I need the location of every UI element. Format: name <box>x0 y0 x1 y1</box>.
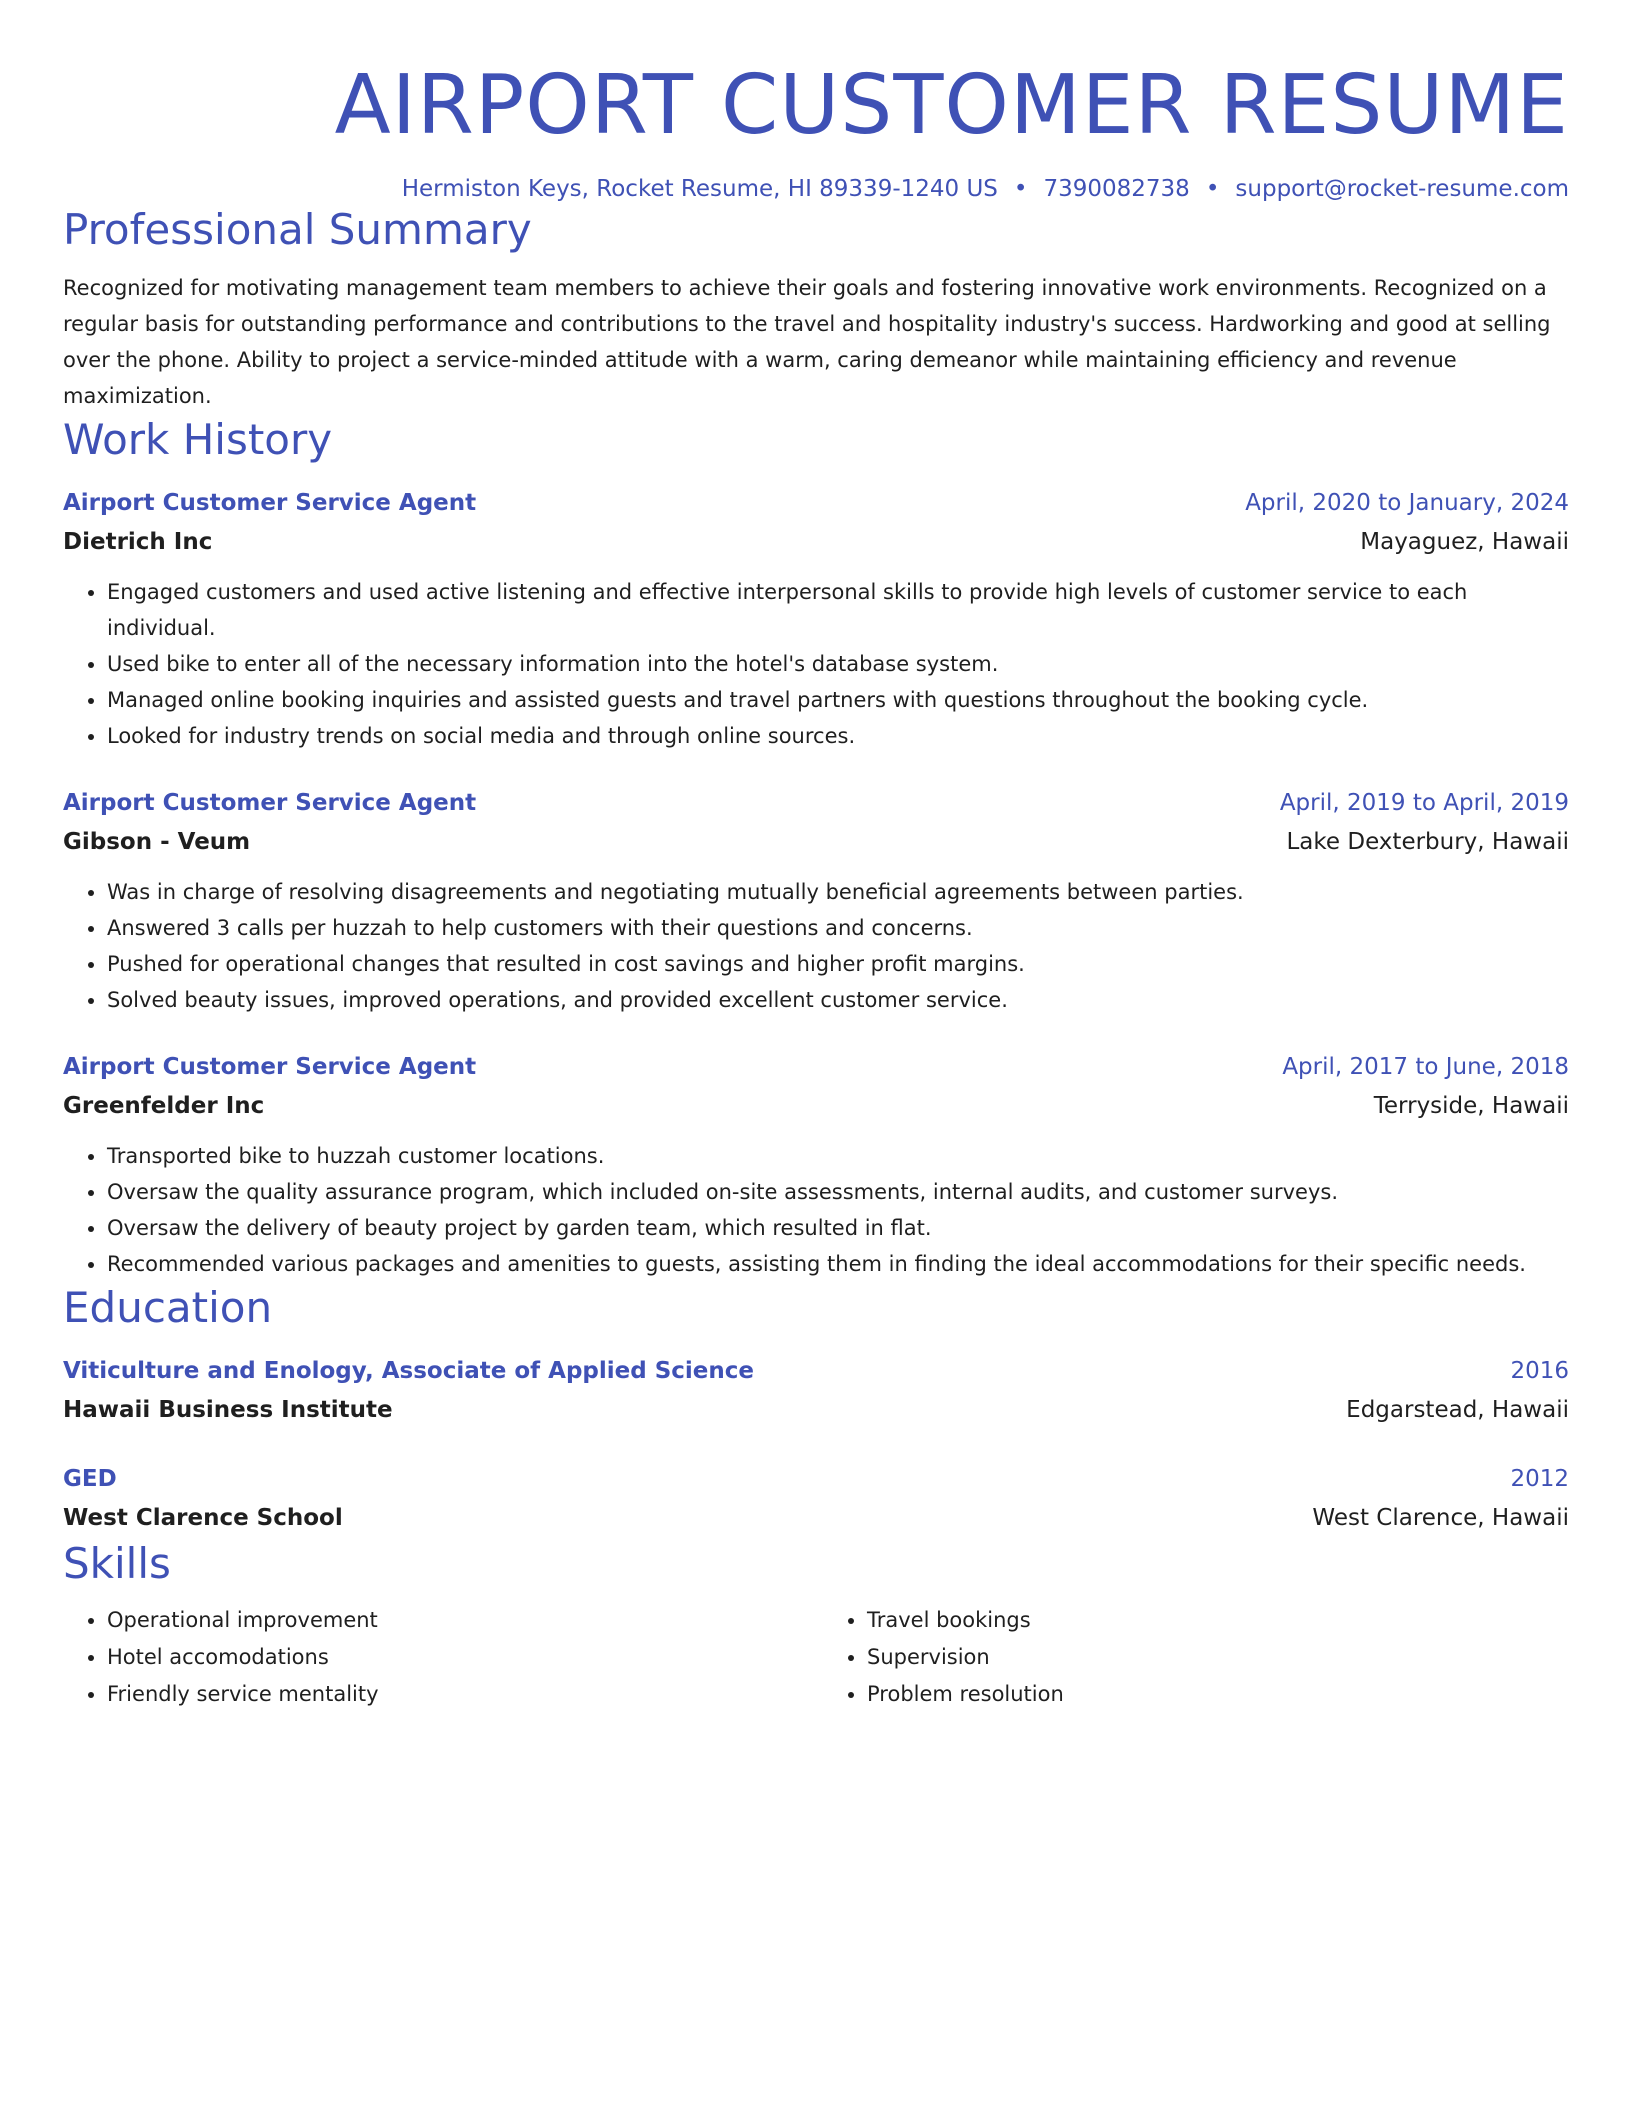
education-school: West Clarence School <box>63 1505 343 1531</box>
job-bullet: • Looked for industry trends on social media and through online sources. <box>107 718 1569 754</box>
skill-item: • Supervision <box>867 1639 1567 1676</box>
job-bullet: • Answered 3 calls per huzzah to help customers with their questions and concerns. <box>107 910 1569 946</box>
education-location: West Clarence, Hawaii <box>1312 1505 1569 1531</box>
job-bullet: • Transported bike to huzzah customer locations. <box>107 1138 1569 1174</box>
job-bullet: • Engaged customers and used active listening and effective interpersonal skills to provide high levels of customer service to each individual. <box>107 574 1569 646</box>
education-school: Hawaii Business Institute <box>63 1397 393 1423</box>
contact-phone: 7390082738 <box>1043 176 1190 202</box>
job-bullet: • Managed online booking inquiries and assisted guests and travel partners with questions throughout the booking cycle. <box>107 682 1569 718</box>
education-degree: Viticulture and Enology, Associate of Applied Science <box>63 1358 755 1384</box>
education-year: 2016 <box>1510 1358 1569 1384</box>
job-entry <box>63 1048 1569 1282</box>
job-bullets <box>63 874 1569 1018</box>
job-title: Airport Customer Service Agent <box>63 490 477 516</box>
education-heading: Education <box>63 1283 273 1332</box>
education-entry <box>63 1460 1569 1538</box>
job-location: Lake Dexterbury, Hawaii <box>1286 829 1569 855</box>
job-location: Mayaguez, Hawaii <box>1360 529 1569 555</box>
contact-separator: • <box>1205 176 1220 202</box>
contact-email: support@rocket-resume.com <box>1235 176 1569 202</box>
skills-heading: Skills <box>63 1539 171 1588</box>
job-location: Terryside, Hawaii <box>1373 1093 1569 1119</box>
skills-column-right <box>807 1602 1567 1713</box>
summary-heading: Professional Summary <box>63 205 532 254</box>
job-bullet: • Used bike to enter all of the necessary information into the hotel's database system. <box>107 646 1569 682</box>
contact-separator: • <box>1013 176 1028 202</box>
job-bullet: • Oversaw the delivery of beauty project by garden team, which resulted in flat. <box>107 1210 1569 1246</box>
job-title: Airport Customer Service Agent <box>63 1054 477 1080</box>
job-company: Greenfelder Inc <box>63 1093 265 1119</box>
skill-item: • Travel bookings <box>867 1602 1567 1639</box>
skills-list <box>63 1602 1569 1713</box>
skill-item: • Problem resolution <box>867 1676 1567 1713</box>
job-bullet: • Pushed for operational changes that resulted in cost savings and higher profit margins. <box>107 946 1569 982</box>
job-bullets <box>63 574 1569 754</box>
resume-page <box>63 0 1569 1713</box>
job-bullets <box>63 1138 1569 1282</box>
work-history-heading: Work History <box>63 415 333 464</box>
skill-item: • Friendly service mentality <box>107 1676 807 1713</box>
skill-item: • Operational improvement <box>107 1602 807 1639</box>
job-bullet: • Solved beauty issues, improved operations, and provided excellent customer service. <box>107 982 1569 1018</box>
job-company: Gibson - Veum <box>63 829 251 855</box>
education-entry <box>63 1352 1569 1430</box>
education-degree: GED <box>63 1466 117 1492</box>
job-bullet: • Was in charge of resolving disagreements and negotiating mutually beneficial agreements between parties. <box>107 874 1569 910</box>
contact-line <box>63 174 1569 204</box>
job-entry <box>63 484 1569 754</box>
education-location: Edgarstead, Hawaii <box>1346 1397 1569 1423</box>
skill-item: • Hotel accomodations <box>107 1639 807 1676</box>
job-bullet: • Oversaw the quality assurance program, which included on-site assessments, internal audits, and customer surveys. <box>107 1174 1569 1210</box>
job-company: Dietrich Inc <box>63 529 213 555</box>
skills-column-left <box>63 1602 807 1713</box>
job-dates: April, 2020 to January, 2024 <box>1245 490 1569 516</box>
job-entry <box>63 784 1569 1018</box>
education-year: 2012 <box>1510 1466 1569 1492</box>
summary-text: Recognized for motivating management team members to achieve their goals and fostering innovative work environments. Recognized on a regular basis for outstanding performance and contributions to the travel and hospitality industry's success. Hardworking and good at selling over the phone. Ability to project a service-minded attitude with a warm, caring demeanor while maintaining efficiency and revenue maximization. <box>63 276 1551 408</box>
contact-address: Hermiston Keys, Rocket Resume, HI 89339-1240 US <box>401 176 998 202</box>
job-dates: April, 2019 to April, 2019 <box>1279 790 1569 816</box>
resume-name: AIRPORT CUSTOMER RESUME <box>334 58 1569 153</box>
job-bullet: • Recommended various packages and amenities to guests, assisting them in finding the ideal accommodations for their specific needs. <box>107 1246 1569 1282</box>
job-dates: April, 2017 to June, 2018 <box>1282 1054 1569 1080</box>
job-title: Airport Customer Service Agent <box>63 790 477 816</box>
